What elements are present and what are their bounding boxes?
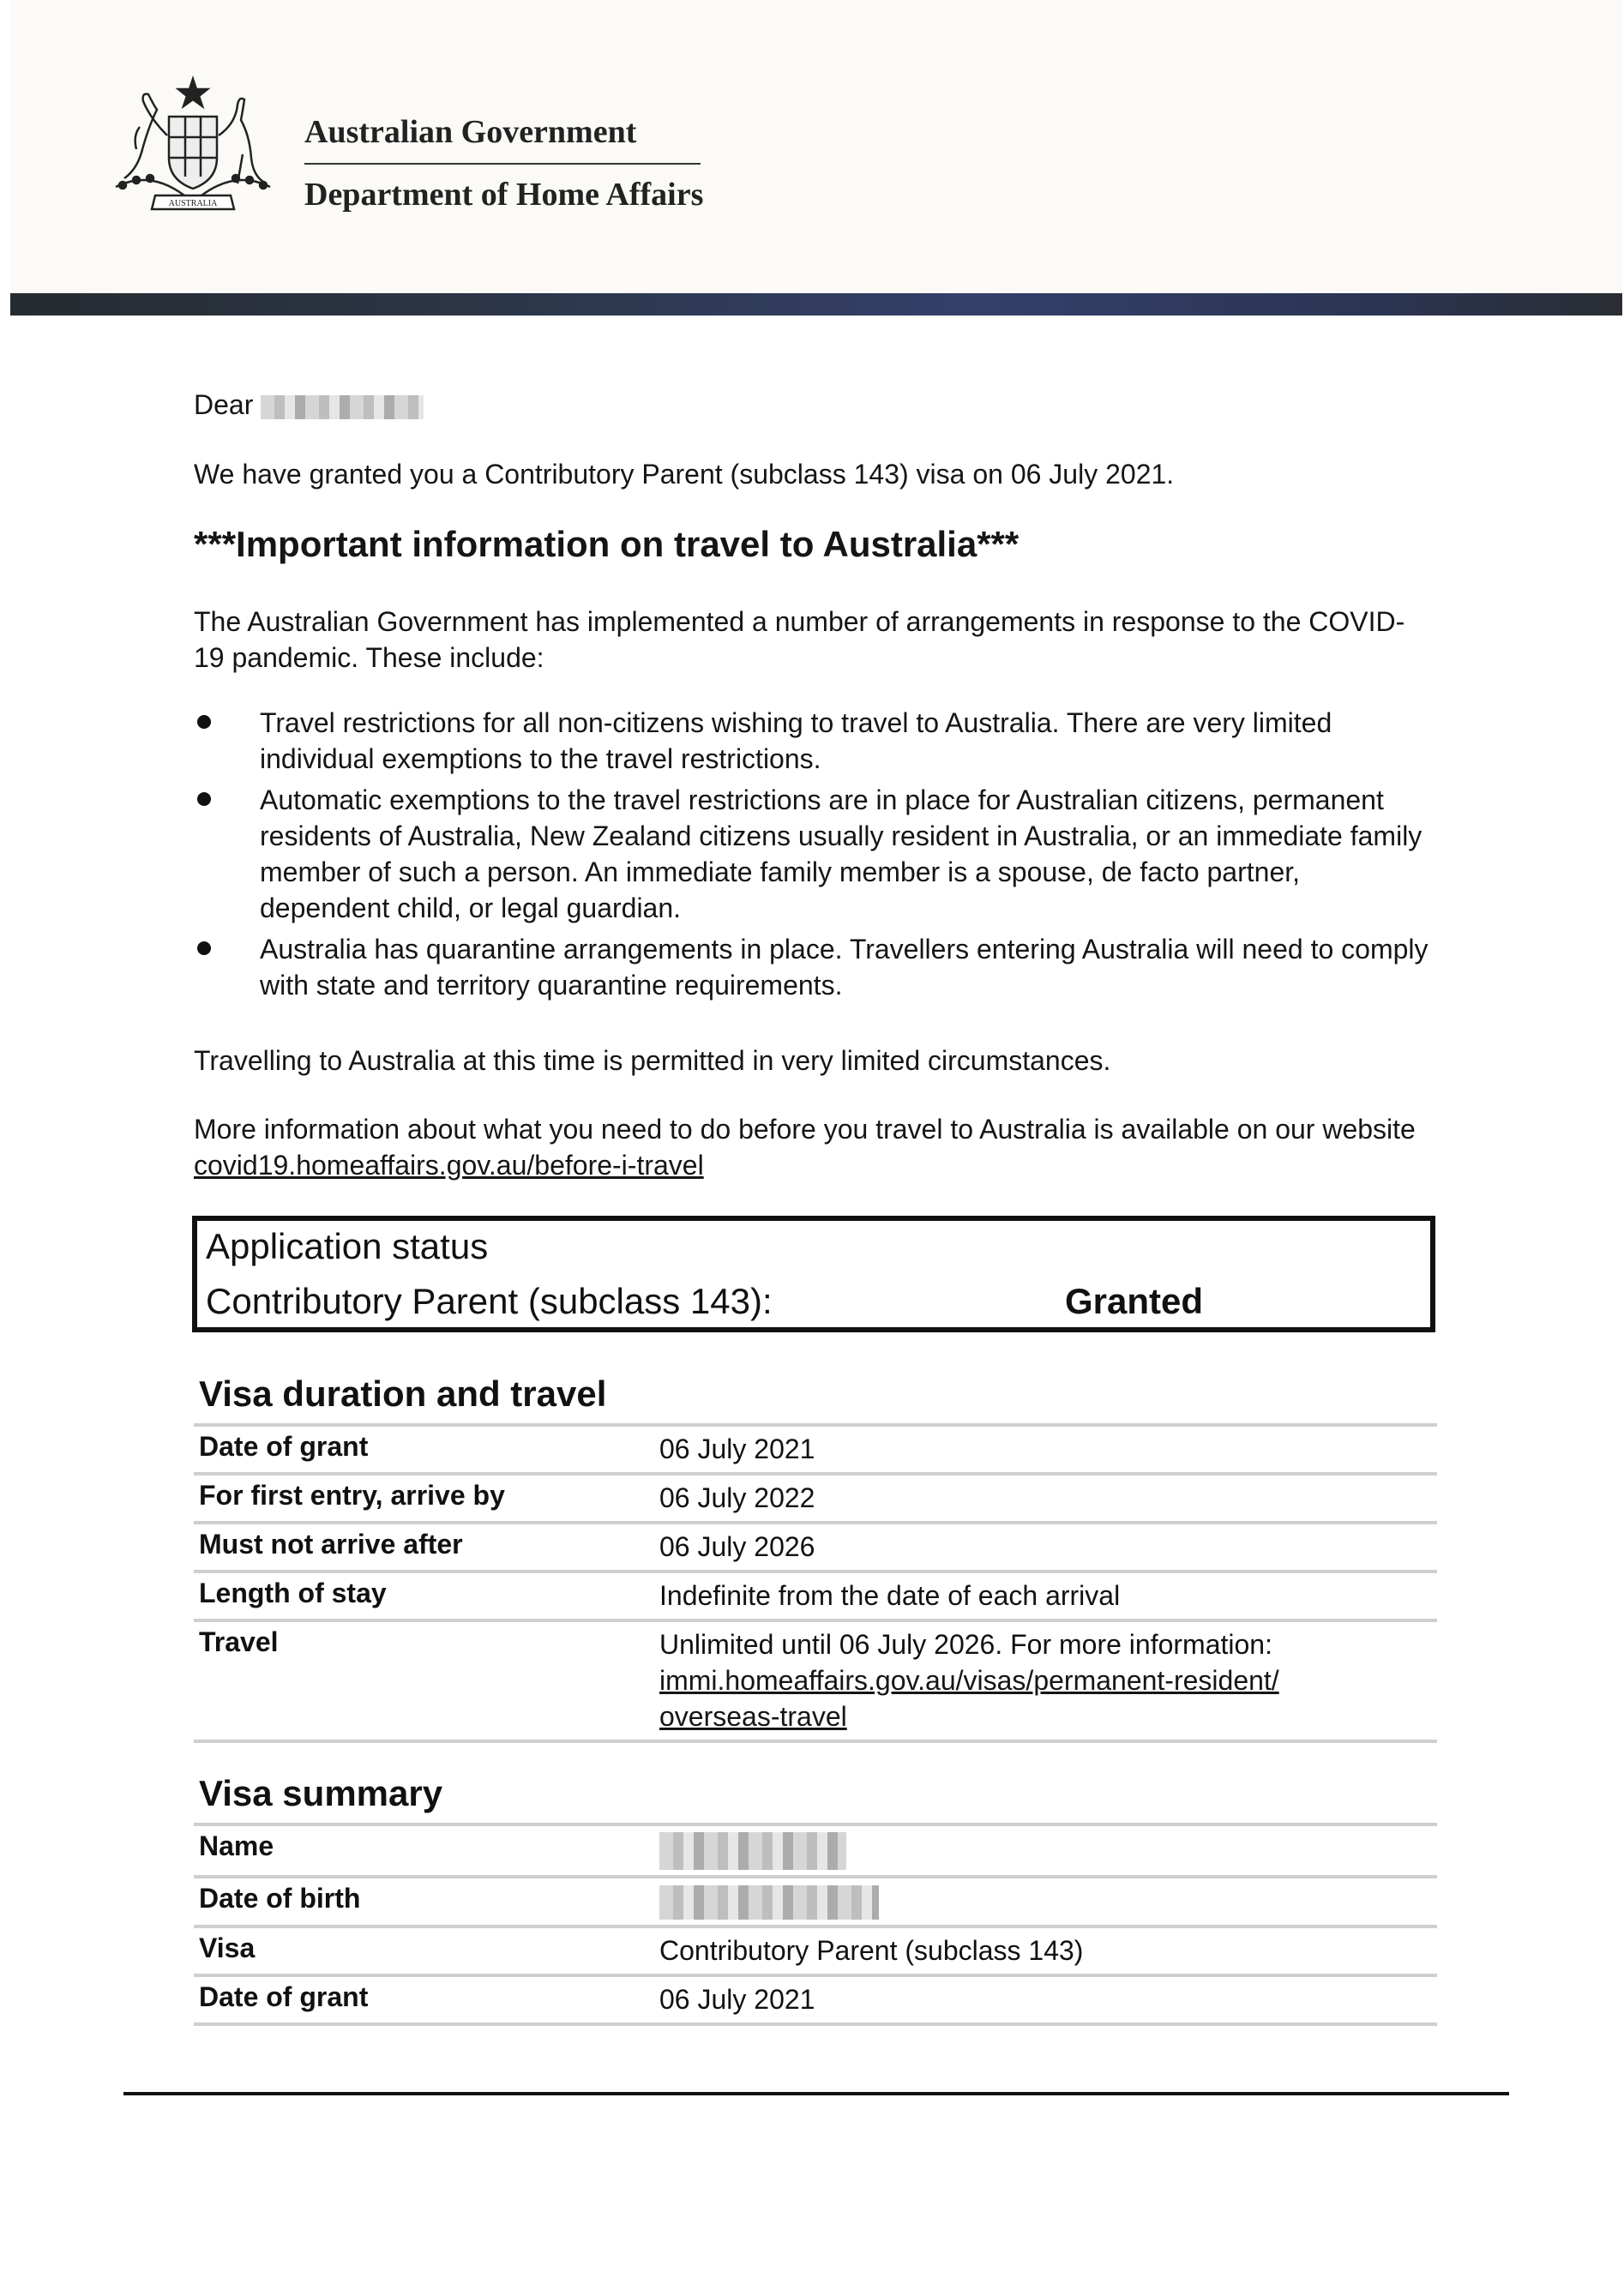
greeting-text: Dear xyxy=(194,389,254,420)
travel-limited-text: Travelling to Australia at this time is permitted in very limited circumstances. xyxy=(194,1045,1111,1076)
redacted-name xyxy=(659,1832,846,1870)
greeting xyxy=(194,387,424,423)
org-name: Australian Government xyxy=(304,114,637,150)
table-row: Date of birth xyxy=(194,1875,1437,1926)
table-row: Must not arrive after 06 July 2026 xyxy=(194,1521,1437,1570)
table-row: Visa Contributory Parent (subclass 143) xyxy=(194,1925,1437,1974)
letterhead-band xyxy=(10,293,1622,316)
redacted-date-of-birth xyxy=(659,1885,879,1920)
redacted-name xyxy=(261,395,424,419)
more-info-text: More information about what you need to do before you travel to Australia is available on our website xyxy=(194,1114,1416,1145)
important-heading: ***Important information on travel to Australia*** xyxy=(194,524,1020,564)
visa-summary-title: Visa summary xyxy=(199,1773,443,1813)
table-row: For first entry, arrive by 06 July 2022 xyxy=(194,1472,1437,1521)
footer-divider xyxy=(123,2092,1509,2095)
list-item: Travel restrictions for all non-citizens wishing to travel to Australia. There are very limited individual exemptions to the travel restrictions. xyxy=(194,705,1429,777)
list-item: Australia has quarantine arrangements in place. Travellers entering Australia will need to comply with state and territory quarantine requirements. xyxy=(194,931,1429,1003)
restrictions-list xyxy=(194,705,1429,1008)
before-i-travel-link[interactable]: covid19.homeaffairs.gov.au/before-i-travel xyxy=(194,1150,704,1181)
visa-duration-table xyxy=(194,1423,1437,1743)
table-row: Date of grant 06 July 2021 xyxy=(194,1974,1437,2026)
more-info-paragraph xyxy=(194,1111,1446,1183)
coat-of-arms-icon xyxy=(99,75,287,221)
visa-duration-title: Visa duration and travel xyxy=(199,1373,607,1414)
application-status-label: Contributory Parent (subclass 143): xyxy=(206,1281,773,1321)
table-row: Date of grant 06 July 2021 xyxy=(194,1423,1437,1472)
department-name: Department of Home Affairs xyxy=(304,177,704,213)
table-row: Travel Unlimited until 06 July 2026. For more information: immi.homeaffairs.gov.au/visas/permanent-resident/ overseas-travel xyxy=(194,1619,1437,1743)
crest-scroll-text: AUSTRALIA xyxy=(168,199,218,208)
overseas-travel-link[interactable]: immi.homeaffairs.gov.au/visas/permanent-resident/ overseas-travel xyxy=(659,1665,1279,1732)
grant-sentence: We have granted you a Contributory Parent (subclass 143) visa on 06 July 2021. xyxy=(194,459,1175,490)
bullet-icon xyxy=(197,792,211,806)
table-row: Name xyxy=(194,1823,1437,1875)
application-status-box xyxy=(192,1216,1435,1332)
bullet-icon xyxy=(197,715,211,729)
list-item: Automatic exemptions to the travel restrictions are in place for Australian citizens, permanent residents of Australia, New Zealand citizens usually resident in Australia, or an immediate family member of such a person. An immediate family member is a spouse, de facto partner, dependent child, or legal guardian. xyxy=(194,782,1429,926)
bullet-icon xyxy=(197,941,211,955)
table-row: Length of stay Indefinite from the date of each arrival xyxy=(194,1570,1437,1619)
letterhead-divider xyxy=(304,163,701,165)
application-status-value: Granted xyxy=(1065,1281,1204,1321)
travel-info-text: Unlimited until 06 July 2026. For more information: xyxy=(659,1629,1272,1660)
visa-summary-table xyxy=(194,1823,1437,2026)
application-status-title: Application status xyxy=(206,1226,489,1266)
intro-paragraph: The Australian Government has implemented a number of arrangements in response to the COVID-19 pandemic. These include: xyxy=(194,606,1405,673)
